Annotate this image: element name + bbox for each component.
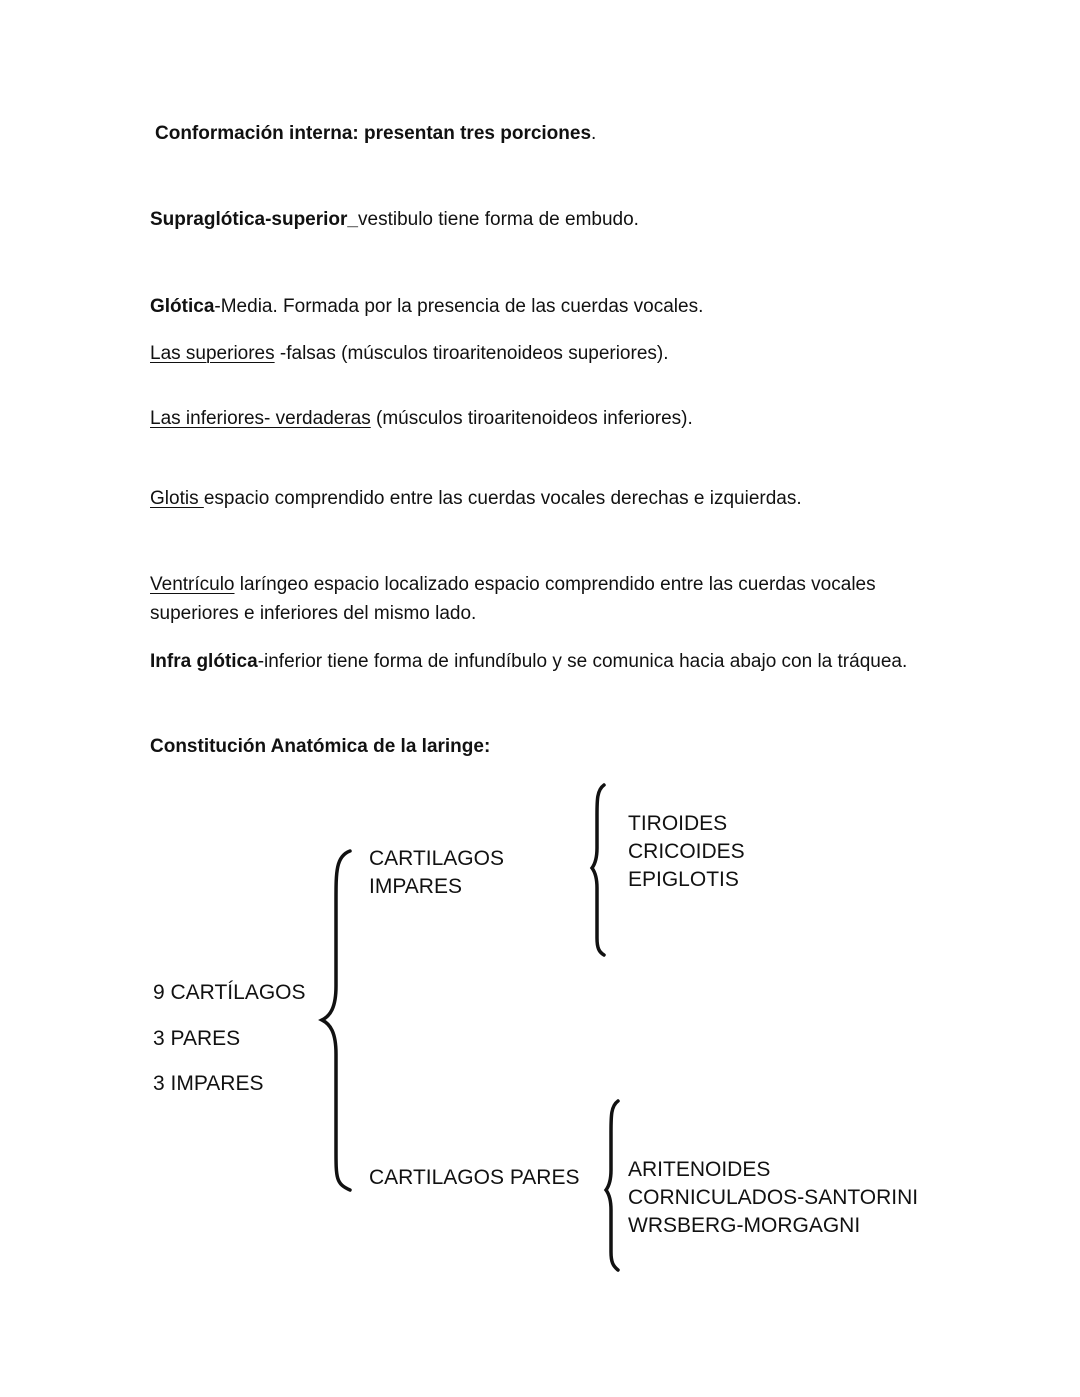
supraglotica-desc: vestibulo tiene forma de embudo. xyxy=(358,209,639,230)
infraglotica-desc: -inferior tiene forma de infundíbulo y se comunica hacia abajo con la tráquea. xyxy=(257,651,908,672)
root-total: 9 CARTÍLAGOS xyxy=(153,981,306,1004)
pares-item-wrisberg: WRSBERG-MORGAGNI xyxy=(628,1214,861,1237)
impares-label-line1: CARTILAGOS xyxy=(369,847,504,870)
impares-item-epiglotis: EPIGLOTIS xyxy=(628,868,739,891)
pares-brace xyxy=(606,1101,618,1270)
ventriculo-desc-line2: superiores e inferiores del mismo lado. xyxy=(150,603,477,624)
pares-item-corniculados: CORNICULADOS-SANTORINI xyxy=(628,1186,919,1209)
glotica-term: Glótica xyxy=(150,296,215,317)
impares-label-line2: IMPARES xyxy=(369,875,462,898)
glotis-term: Glotis xyxy=(150,488,204,509)
supraglotica-term: Supraglótica-superior_ xyxy=(150,209,358,230)
pares-label: CARTILAGOS PARES xyxy=(369,1166,580,1189)
glotica-desc: -Media. Formada por la presencia de las cuerdas vocales. xyxy=(214,296,704,317)
glotis-desc: espacio comprendido entre las cuerdas vocales derechas e izquierdas. xyxy=(203,488,802,509)
heading-internal-period: . xyxy=(591,123,597,144)
root-pares: 3 PARES xyxy=(153,1027,241,1050)
superiores-term: Las superiores xyxy=(150,343,275,364)
ventriculo-desc-line1: laríngeo espacio localizado espacio comprendido entre las cuerdas vocales xyxy=(234,574,876,595)
inferiores-term: Las inferiores- verdaderas xyxy=(150,408,371,429)
superiores-desc: -falsas (músculos tiroaritenoideos superiores). xyxy=(274,343,669,364)
impares-item-tiroides: TIROIDES xyxy=(628,812,728,835)
inferiores-desc: (músculos tiroaritenoideos inferiores). xyxy=(370,408,693,429)
ventriculo-term: Ventrículo xyxy=(150,574,235,595)
pares-item-aritenoides: ARITENOIDES xyxy=(628,1158,771,1181)
impares-brace xyxy=(592,785,604,955)
heading-constitucion-text: Constitución Anatómica de la laringe: xyxy=(150,736,491,757)
root-impares: 3 IMPARES xyxy=(153,1072,264,1095)
infraglotica-term: Infra glótica xyxy=(150,651,258,672)
heading-internal-text: Conformación interna: presentan tres porciones xyxy=(155,123,592,144)
main-brace xyxy=(322,851,350,1190)
impares-item-cricoides: CRICOIDES xyxy=(628,840,745,863)
